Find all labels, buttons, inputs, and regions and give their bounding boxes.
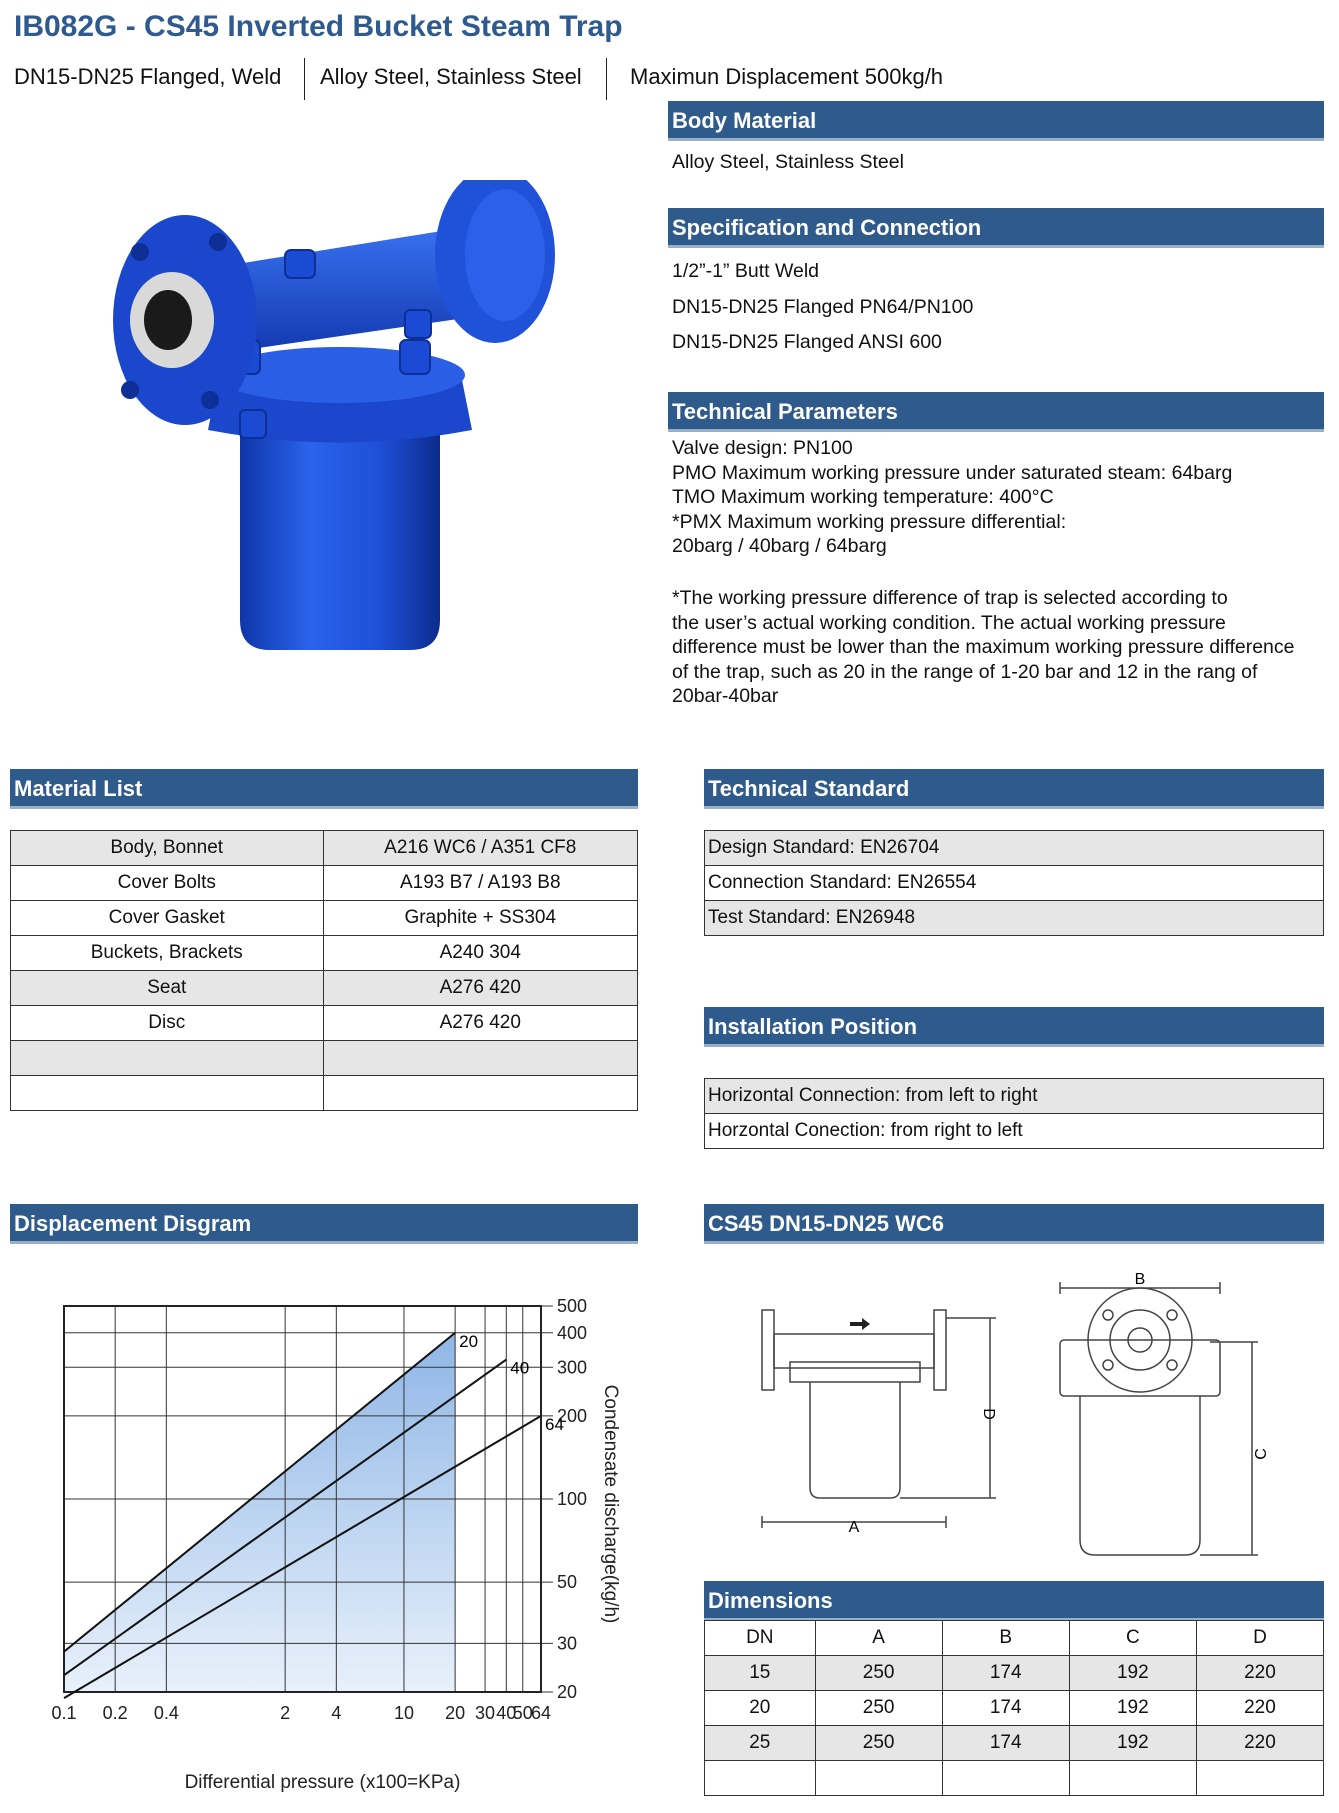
x-axis-label: Differential pressure (x100=KPa) — [184, 1772, 461, 1793]
product-image — [100, 180, 580, 660]
bonnet-top — [1060, 1340, 1220, 1396]
section-header-drawing: CS45 DN15-DN25 WC6 — [704, 1204, 1324, 1244]
table-cell — [942, 1761, 1069, 1796]
chart-shaded-area — [64, 1333, 455, 1692]
spec-line: DN15-DN25 Flanged ANSI 600 — [672, 331, 942, 353]
dimensions-table — [704, 1620, 1324, 1796]
table-row — [11, 866, 638, 901]
table-cell: 174 — [942, 1691, 1069, 1726]
x-tick-label: 0.1 — [51, 1703, 77, 1723]
material-part — [11, 1076, 324, 1111]
flow-arrow-icon — [850, 1318, 870, 1330]
dimension-drawing — [740, 1270, 1300, 1570]
dimension-label-d: D — [980, 1408, 997, 1420]
series-label: 64 — [545, 1414, 564, 1434]
tech-param-line: 20barg / 40barg / 64barg — [672, 535, 887, 557]
y-tick-label: 50 — [557, 1572, 578, 1593]
material-spec: A193 B7 / A193 B8 — [323, 866, 638, 901]
note-line: of the trap, such as 20 in the range of 1-20 bar and 12 in the rang of — [672, 660, 1258, 683]
dimension-label-a: A — [848, 1519, 860, 1536]
table-row — [705, 1079, 1324, 1114]
table-cell: 250 — [815, 1726, 942, 1761]
table-cell: 25 — [705, 1726, 816, 1761]
material-spec — [323, 1076, 638, 1111]
material-table — [10, 830, 638, 1111]
bowl — [810, 1382, 900, 1498]
y-tick-label: 30 — [557, 1633, 578, 1654]
x-tick-label: 0.4 — [153, 1703, 179, 1723]
x-tick-label: 30 — [475, 1703, 496, 1723]
column-header: C — [1069, 1621, 1196, 1656]
y-tick-label: 20 — [557, 1682, 578, 1702]
dimension-label-c: C — [1253, 1448, 1270, 1460]
material-spec: A276 420 — [323, 971, 638, 1006]
series-label: 40 — [510, 1358, 530, 1378]
section-header-displacement: Displacement Disgram — [10, 1204, 638, 1244]
x-tick-label: 0.2 — [102, 1703, 128, 1723]
tech-param-line: Valve design: PN100 — [672, 437, 853, 459]
y-axis-label: Condensate discharge(kg/h) — [600, 1384, 621, 1624]
table-cell: 220 — [1196, 1656, 1323, 1691]
table-row — [705, 1726, 1324, 1761]
tech-params-list — [672, 436, 1232, 559]
table-cell: 192 — [1069, 1691, 1196, 1726]
table-cell: 220 — [1196, 1691, 1323, 1726]
column-header: B — [942, 1621, 1069, 1656]
table-row — [11, 1041, 638, 1076]
material-spec: A240 304 — [323, 936, 638, 971]
table-cell: 192 — [1069, 1656, 1196, 1691]
standard-item: Test Standard: EN26948 — [705, 901, 1324, 936]
table-cell — [1196, 1761, 1323, 1796]
body-material-text: Alloy Steel, Stainless Steel — [672, 151, 904, 173]
standard-item: Design Standard: EN26704 — [705, 831, 1324, 866]
x-tick-label: 10 — [393, 1703, 414, 1723]
table-cell: 220 — [1196, 1726, 1323, 1761]
y-tick-label: 100 — [557, 1489, 588, 1509]
x-tick-label: 64 — [530, 1703, 552, 1723]
subtitle-material: Alloy Steel, Stainless Steel — [320, 64, 582, 89]
note-line: difference must be lower than the maximum working pressure difference — [672, 636, 1295, 658]
material-part: Body, Bonnet — [11, 831, 324, 866]
section-header-dimensions: Dimensions — [704, 1581, 1324, 1621]
divider — [606, 58, 607, 100]
table-row — [11, 971, 638, 1006]
subtitle-connection: DN15-DN25 Flanged, Weld — [14, 64, 282, 89]
y-tick-label: 200 — [557, 1405, 588, 1426]
table-row — [11, 831, 638, 866]
tech-param-line: PMO Maximum working pressure under saturated steam: 64barg — [672, 461, 1233, 484]
table-row — [705, 1691, 1324, 1726]
table-row — [11, 901, 638, 936]
dimension-label-b: B — [1134, 1271, 1146, 1288]
table-row — [705, 901, 1324, 936]
x-tick-label: 50 — [512, 1703, 533, 1723]
installation-item: Horizontal Connection: from left to right — [705, 1079, 1324, 1114]
bonnet — [790, 1362, 920, 1382]
table-cell: 250 — [815, 1656, 942, 1691]
section-header-body-material: Body Material — [668, 101, 1324, 141]
pipe-body — [774, 1334, 934, 1368]
table-row — [11, 936, 638, 971]
subtitle-displacement: Maximun Displacement 500kg/h — [630, 64, 944, 89]
table-cell: 250 — [815, 1691, 942, 1726]
note-line: 20bar-40bar — [672, 685, 779, 707]
standard-table — [704, 830, 1324, 936]
section-header-installation: Installation Position — [704, 1007, 1324, 1047]
series-label: 20 — [459, 1331, 479, 1351]
x-tick-label: 4 — [331, 1703, 342, 1723]
table-cell — [815, 1761, 942, 1796]
table-cell — [1069, 1761, 1196, 1796]
table-row — [705, 1656, 1324, 1691]
section-header-material-list: Material List — [10, 769, 638, 809]
material-part: Cover Gasket — [11, 901, 324, 936]
material-part: Cover Bolts — [11, 866, 324, 901]
table-cell: 174 — [942, 1656, 1069, 1691]
tech-param-line: *PMX Maximum working pressure differential: — [672, 510, 1067, 533]
material-part — [11, 1041, 324, 1076]
column-header: DN — [705, 1621, 816, 1656]
displacement-chart — [0, 1270, 660, 1800]
table-header-row — [705, 1621, 1324, 1656]
table-cell: 20 — [705, 1691, 816, 1726]
page-title: IB082G - CS45 Inverted Bucket Steam Trap — [14, 10, 623, 43]
section-header-specification: Specification and Connection — [668, 208, 1324, 248]
table-cell: 192 — [1069, 1726, 1196, 1761]
spec-line: DN15-DN25 Flanged PN64/PN100 — [672, 296, 974, 318]
table-row — [705, 866, 1324, 901]
installation-item: Horzontal Conection: from right to left — [705, 1114, 1324, 1149]
installation-table — [704, 1078, 1324, 1149]
flange-left — [762, 1310, 774, 1390]
table-row — [11, 1006, 638, 1041]
tech-param-line: TMO Maximum working temperature: 400°C — [672, 486, 1054, 508]
material-part: Seat — [11, 971, 324, 1006]
column-header: A — [815, 1621, 942, 1656]
x-tick-label: 20 — [445, 1703, 466, 1723]
x-tick-label: 2 — [280, 1703, 291, 1723]
spec-line: 1/2”-1” Butt Weld — [672, 260, 820, 282]
y-tick-label: 300 — [557, 1357, 588, 1378]
table-row — [11, 1076, 638, 1111]
y-tick-label: 400 — [557, 1322, 588, 1343]
note-line: the user’s actual working condition. The actual working pressure — [672, 611, 1226, 634]
material-spec — [323, 1041, 638, 1076]
material-part: Buckets, Brackets — [11, 936, 324, 971]
flange-right — [934, 1310, 946, 1390]
table-row — [705, 1114, 1324, 1149]
table-cell: 15 — [705, 1656, 816, 1691]
bowl-front — [1080, 1396, 1200, 1555]
material-spec: A216 WC6 / A351 CF8 — [323, 831, 638, 866]
table-cell: 174 — [942, 1726, 1069, 1761]
material-spec: A276 420 — [323, 1006, 638, 1041]
standard-item: Connection Standard: EN26554 — [705, 866, 1324, 901]
note-line: *The working pressure difference of trap is selected according to — [672, 587, 1228, 609]
divider — [304, 58, 305, 100]
table-row — [705, 1761, 1324, 1796]
section-header-technical-parameters: Technical Parameters — [668, 392, 1324, 432]
section-header-technical-standard: Technical Standard — [704, 769, 1324, 809]
material-spec: Graphite + SS304 — [323, 901, 638, 936]
x-tick-label: 40 — [496, 1703, 517, 1723]
tech-params-note — [672, 586, 1295, 709]
material-part: Disc — [11, 1006, 324, 1041]
table-cell — [705, 1761, 816, 1796]
column-header: D — [1196, 1621, 1323, 1656]
table-row — [705, 831, 1324, 866]
y-tick-label: 500 — [557, 1296, 588, 1316]
